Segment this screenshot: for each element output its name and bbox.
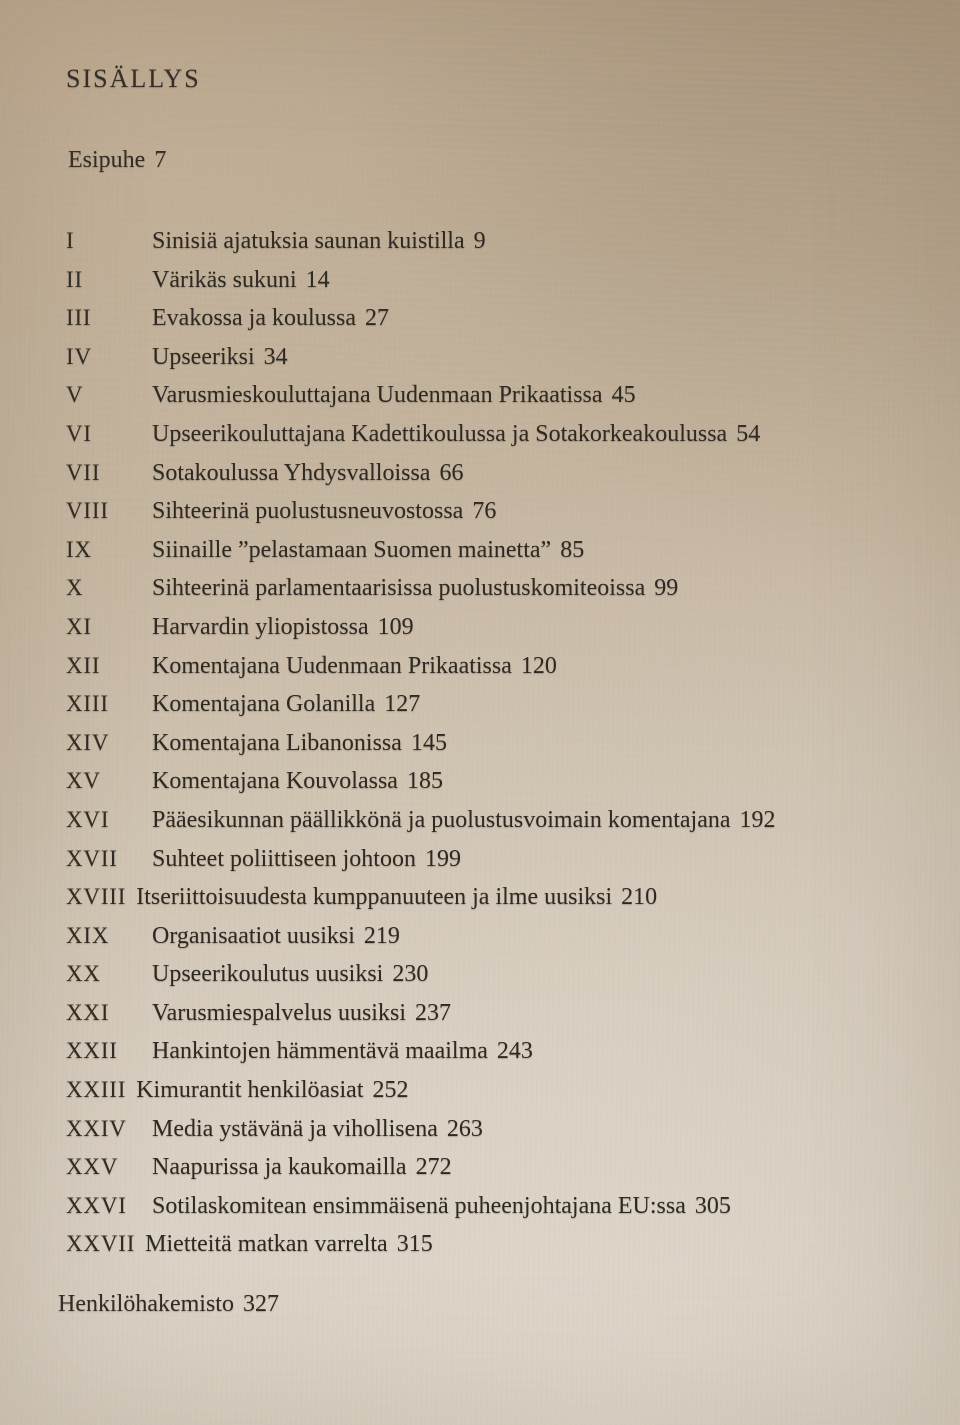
chapter-numeral: XXIII: [66, 1077, 127, 1103]
chapter-title: Upseerikouluttajana Kadettikoulussa ja Sotakorkeakoulussa: [152, 420, 728, 447]
chapter-title: Organisaatiot uusiksi: [152, 922, 355, 949]
chapter-entry: [152, 454, 463, 493]
chapter-title: Komentajana Golanilla: [152, 691, 376, 718]
chapter-title: Sihteerinä puolustusneuvostossa: [152, 498, 464, 525]
chapter-page-number: 185: [406, 768, 443, 795]
chapter-page-number: 109: [377, 613, 414, 640]
toc-row: [66, 608, 926, 647]
chapter-page-number: 9: [473, 228, 486, 254]
chapter-entry: [152, 569, 678, 608]
toc-row: [66, 376, 926, 415]
chapter-title: Pääesikunnan päällikkönä ja puolustusvoimain komentajana: [152, 806, 731, 833]
toc-row: [66, 878, 926, 917]
chapter-title: Komentajana Kouvolassa: [152, 768, 398, 795]
chapter-entry: [152, 338, 288, 377]
toc-row: [66, 454, 926, 493]
chapter-page-number: 76: [472, 498, 497, 525]
toc-row: [66, 994, 926, 1033]
chapter-page-number: 199: [424, 845, 461, 872]
chapter-title: Mietteitä matkan varrelta: [145, 1231, 388, 1258]
chapter-numeral: XI: [66, 613, 92, 639]
chapter-entry: [152, 492, 496, 531]
chapter-numeral: XIX: [66, 922, 110, 948]
chapter-page-number: 14: [305, 266, 330, 293]
chapter-entry: [152, 1110, 483, 1149]
chapter-title: Sinisiä ajatuksia saunan kuistilla: [152, 228, 465, 254]
chapter-entry: [152, 762, 443, 801]
chapter-entry: [152, 994, 451, 1033]
chapter-numeral: X: [66, 575, 84, 601]
toc-row: [66, 762, 926, 801]
chapter-numeral: XV: [66, 768, 101, 794]
page-title: sisällys: [66, 55, 201, 96]
chapter-page-number: 99: [654, 575, 679, 602]
chapter-title: Sihteerinä parlamentaarisissa puolustuskomiteoissa: [152, 575, 646, 602]
toc-row: [66, 1110, 926, 1149]
chapter-entry: [152, 724, 447, 763]
chapter-page-number: 120: [520, 652, 557, 679]
chapter-entry: [152, 376, 636, 415]
chapter-entry: [152, 261, 330, 300]
chapter-numeral: VII: [66, 459, 101, 485]
chapter-page-number: 66: [439, 459, 464, 486]
chapter-numeral: XXIV: [66, 1115, 127, 1141]
chapter-entry: [136, 878, 657, 917]
chapter-title: Itseriittoisuudesta kumppanuuteen ja ilme uusiksi: [136, 884, 613, 911]
chapter-numeral: XVIII: [66, 884, 127, 910]
chapter-numeral: XXVI: [66, 1192, 127, 1218]
chapter-numeral: III: [66, 305, 92, 331]
chapter-title: Upseeriksi: [152, 343, 255, 370]
chapter-title: Komentajana Libanonissa: [152, 729, 402, 756]
chapter-page-number: 127: [384, 691, 421, 718]
toc-row: [66, 801, 926, 840]
chapter-numeral: XXI: [66, 999, 110, 1025]
preface-page-number: 7: [154, 147, 167, 173]
chapter-entry: [152, 647, 557, 686]
chapter-numeral: XIV: [66, 729, 110, 755]
chapter-entry: [152, 1148, 452, 1187]
chapter-numeral: VI: [66, 420, 92, 446]
index-entry: [58, 1292, 279, 1316]
chapter-page-number: 210: [621, 884, 658, 911]
chapter-title: Upseerikoulutus uusiksi: [152, 961, 384, 988]
chapter-title: Värikäs sukuni: [152, 266, 297, 293]
chapter-entry: [152, 415, 760, 454]
preface-label: Esipuhe: [68, 147, 146, 173]
chapter-title: Harvardin yliopistossa: [152, 613, 369, 640]
chapter-numeral: XXII: [66, 1038, 118, 1064]
chapter-page-number: 315: [396, 1231, 433, 1258]
toc-row: [66, 840, 926, 879]
chapter-page-number: 237: [414, 999, 451, 1026]
toc-row: [66, 338, 926, 377]
preface-entry: [68, 148, 166, 172]
chapter-entry: [152, 801, 776, 840]
chapter-page-number: 34: [263, 343, 288, 370]
table-of-contents: [66, 222, 926, 1264]
toc-row: [66, 299, 926, 338]
toc-row: [66, 222, 926, 261]
chapter-page-number: 45: [611, 382, 636, 409]
chapter-entry: [152, 1032, 533, 1071]
chapter-numeral: XX: [66, 961, 101, 987]
chapter-page-number: 192: [739, 806, 776, 833]
chapter-entry: [136, 1071, 408, 1110]
toc-row: [66, 1148, 926, 1187]
chapter-numeral: XVI: [66, 806, 110, 832]
chapter-numeral: IV: [66, 343, 92, 369]
toc-row: [66, 955, 926, 994]
chapter-title: Varusmieskouluttajana Uudenmaan Prikaatissa: [152, 382, 603, 409]
toc-row: [66, 492, 926, 531]
chapter-page-number: 54: [736, 420, 761, 447]
index-page-number: 327: [242, 1291, 279, 1317]
chapter-entry: [145, 1225, 433, 1264]
chapter-title: Suhteet poliittiseen johtoon: [152, 845, 416, 872]
chapter-numeral: IX: [66, 536, 92, 562]
toc-row: [66, 1225, 926, 1264]
chapter-title: Sotakoulussa Yhdysvalloissa: [152, 459, 431, 486]
chapter-numeral: XII: [66, 652, 101, 678]
chapter-title: Hankintojen hämmentävä maailma: [152, 1038, 488, 1065]
toc-row: [66, 724, 926, 763]
chapter-numeral: V: [66, 382, 84, 408]
chapter-title: Sotilaskomitean ensimmäisenä puheenjohtajana EU:ssa: [152, 1192, 686, 1219]
toc-row: [66, 531, 926, 570]
chapter-title: Siinaille ”pelastamaan Suomen mainetta”: [152, 536, 552, 563]
chapter-page-number: 27: [364, 305, 389, 332]
toc-row: [66, 1032, 926, 1071]
chapter-page-number: 263: [446, 1115, 483, 1142]
chapter-numeral: VIII: [66, 498, 109, 524]
chapter-entry: [152, 299, 389, 338]
index-label: Henkilöhakemisto: [58, 1291, 234, 1317]
chapter-entry: [152, 222, 486, 261]
chapter-entry: [152, 917, 400, 956]
chapter-entry: [152, 608, 414, 647]
chapter-page-number: 272: [415, 1154, 452, 1181]
chapter-page-number: 252: [372, 1077, 409, 1104]
toc-row: [66, 647, 926, 686]
chapter-page-number: 305: [694, 1192, 731, 1219]
toc-row: [66, 261, 926, 300]
toc-row: [66, 415, 926, 454]
chapter-entry: [152, 685, 420, 724]
chapter-entry: [152, 531, 584, 570]
chapter-title: Komentajana Uudenmaan Prikaatissa: [152, 652, 512, 679]
chapter-page-number: 145: [410, 729, 447, 756]
chapter-page-number: 243: [496, 1038, 533, 1065]
chapter-title: Naapurissa ja kaukomailla: [152, 1154, 407, 1181]
chapter-numeral: XXVII: [66, 1231, 136, 1257]
toc-row: [66, 569, 926, 608]
chapter-title: Media ystävänä ja vihollisena: [152, 1115, 438, 1142]
chapter-entry: [152, 955, 428, 994]
toc-row: [66, 1071, 926, 1110]
chapter-numeral: II: [66, 266, 83, 292]
toc-row: [66, 685, 926, 724]
chapter-entry: [152, 1187, 731, 1226]
chapter-page-number: 219: [363, 922, 400, 949]
toc-row: [66, 1187, 926, 1226]
chapter-numeral: XIII: [66, 691, 109, 717]
chapter-title: Evakossa ja koulussa: [152, 305, 356, 332]
chapter-title: Varusmiespalvelus uusiksi: [152, 999, 406, 1026]
chapter-page-number: 85: [560, 536, 585, 563]
chapter-page-number: 230: [392, 961, 429, 988]
chapter-entry: [152, 840, 461, 879]
chapter-numeral: XVII: [66, 845, 118, 871]
toc-row: [66, 917, 926, 956]
chapter-title: Kimurantit henkilöasiat: [136, 1077, 364, 1104]
chapter-numeral: XXV: [66, 1154, 119, 1180]
chapter-numeral: I: [66, 228, 75, 253]
